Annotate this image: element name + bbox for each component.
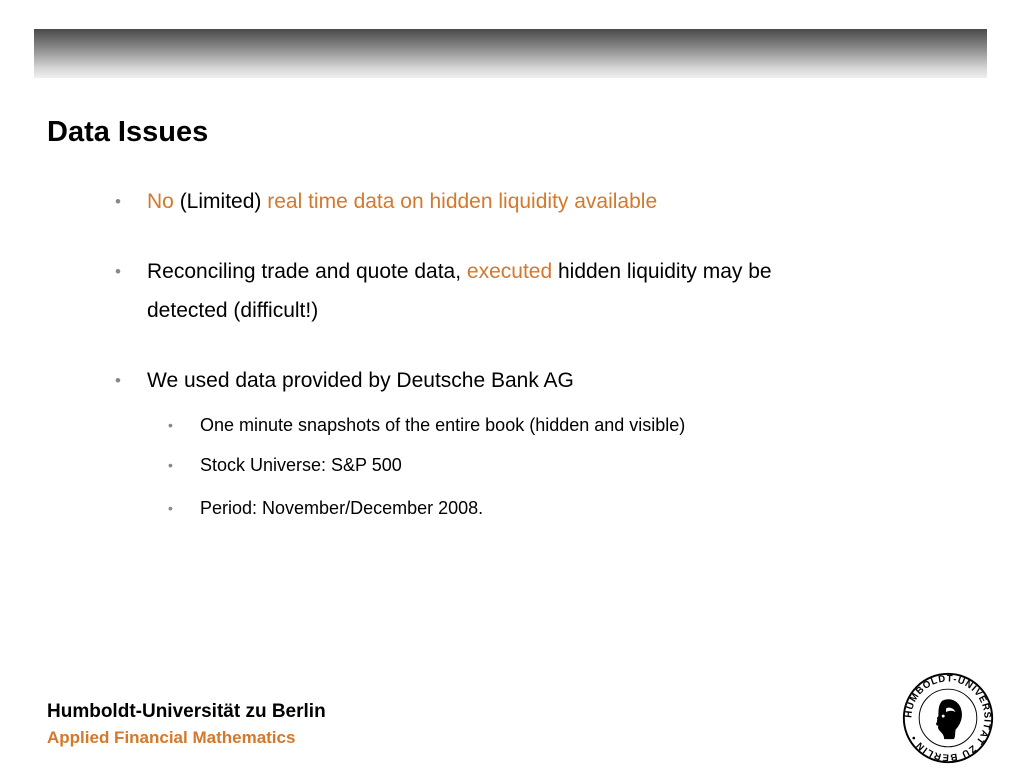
bullet-dot-icon: • xyxy=(168,457,173,473)
svg-text:HUMBOLDT-UNIVERSITÄT ZU BERLIN: HUMBOLDT-UNIVERSITÄT ZU BERLIN • xyxy=(903,673,993,763)
sub-bullet-item xyxy=(168,495,868,521)
bullet-text: We used data provided by Deutsche Bank AG xyxy=(147,369,574,392)
sub-bullet-text: Stock Universe: S&P 500 xyxy=(200,455,402,475)
footer-university-name: Humboldt-Universität zu Berlin xyxy=(47,701,326,722)
bullet-item-3 xyxy=(115,361,915,400)
bullet-text-segment: real time data on hidden liquidity available xyxy=(267,190,658,213)
bullet-text-segment: executed xyxy=(466,260,553,283)
bullet-text-segment: hidden liquidity may be xyxy=(552,260,772,283)
bullet-dot-icon: • xyxy=(168,417,173,433)
slide-title: Data Issues xyxy=(47,116,209,148)
bullet-text-segment: detected (difficult!) xyxy=(147,299,319,322)
bullet-dot-icon: • xyxy=(168,500,173,516)
sub-bullet-text: One minute snapshots of the entire book (hidden and visible) xyxy=(200,415,686,435)
sub-bullet-item xyxy=(168,452,868,478)
bullet-text xyxy=(147,182,657,221)
bullet-text-segment: Reconciling trade and quote data, xyxy=(147,260,467,283)
header-gradient-bar xyxy=(34,29,987,78)
bullet-dot-icon: • xyxy=(115,371,121,390)
bullet-text-segment: (Limited) xyxy=(173,190,268,213)
bullet-item-2 xyxy=(115,252,935,330)
bullet-dot-icon: • xyxy=(115,192,121,211)
sub-bullet-item xyxy=(168,412,868,438)
bullet-dot-icon: • xyxy=(115,262,121,281)
bullet-item-1 xyxy=(115,182,915,221)
sub-bullet-text: Period: November/December 2008. xyxy=(200,498,484,518)
university-seal-icon xyxy=(900,670,996,766)
bullet-text xyxy=(147,252,772,330)
footer-department-name: Applied Financial Mathematics xyxy=(47,728,296,747)
bullet-text-segment: No xyxy=(147,190,174,213)
